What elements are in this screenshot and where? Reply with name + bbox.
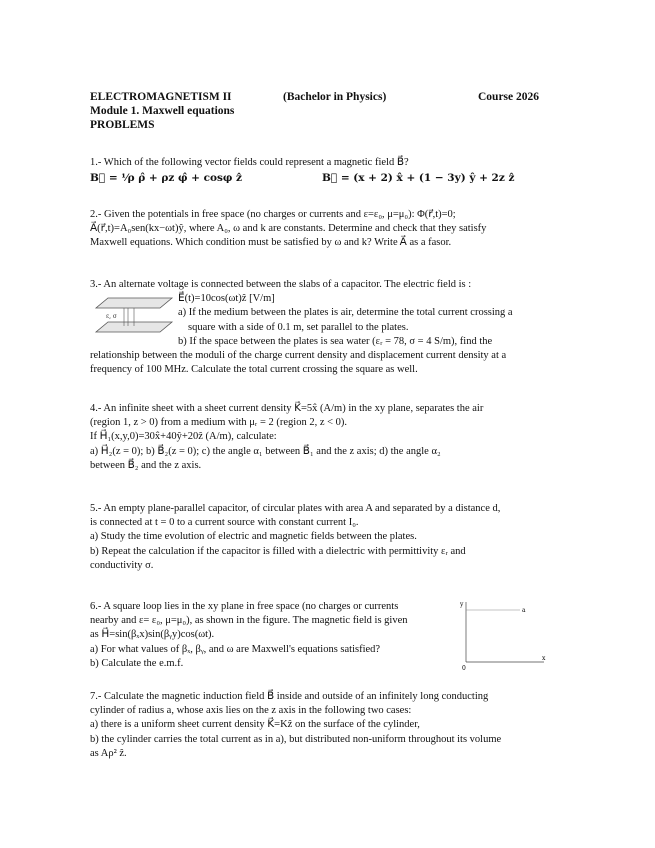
section-title: PROBLEMS	[90, 119, 155, 131]
problem-line: (region 1, z > 0) from a medium with μᵣ = 2 (region 2, z < 0).	[90, 417, 348, 429]
problem-line: 6.- A square loop lies in the xy plane in free space (no charges or currents	[90, 601, 399, 612]
problem-line: cylinder of radius a, whose axis lies on the z axis in the following two cases:	[90, 705, 412, 717]
problem-line: Maxwell equations. Which condition must be satisfied by ω and k? Write A⃗ as a fasor.	[90, 237, 452, 249]
capacitor-top-plate	[96, 298, 172, 308]
problem-line: a) H⃗₂(z = 0); b) B⃗₂(z = 0); c) the angle α₁ between B⃗₁ and the z axis; d) the angle α₂	[90, 445, 441, 457]
course-title: ELECTROMAGNETISM II	[90, 91, 232, 103]
problem-line: b) Calculate the e.m.f.	[90, 657, 184, 669]
problem-line: 5.- An empty plane-parallel capacitor, of circular plates with area A and separated by a distance d,	[90, 503, 501, 514]
y-axis-label: y	[460, 601, 464, 608]
problem-line: as H⃗=sin(βₓx)sin(βᵧy)cos(ωt).	[90, 629, 215, 641]
capacitor-medium-label: ε, σ	[106, 313, 118, 320]
problem-line: a) For what values of βₓ, βᵧ, and ω are Maxwell's equations satisfied?	[90, 643, 381, 655]
problem-line: frequency of 100 MHz. Calculate the total current crossing the square as well.	[90, 364, 418, 376]
problem-5	[90, 502, 565, 573]
problem-line: A⃗(r⃗,t)=A₀sen(kx−ωt)ŷ, where A₀, ω and k are constants. Determine and check that they satisfy	[90, 223, 487, 235]
problem-line: a) Study the time evolution of electric and magnetic fields between the plates.	[90, 531, 417, 543]
problem-2	[90, 208, 565, 251]
capacitor-figure	[94, 296, 174, 336]
square-loop-figure	[458, 598, 548, 672]
course-year: Course 2026	[478, 91, 540, 103]
degree-label: (Bachelor in Physics)	[283, 91, 387, 103]
problem-line: 7.- Calculate the magnetic induction field B⃗ inside and outside of an infinitely long conducting	[90, 691, 489, 702]
problem-line: as Aρ² ẑ.	[90, 747, 127, 759]
problem-1	[90, 156, 565, 170]
problem-line: 1.- Which of the following vector fields could represent a magnetic field B⃗?	[90, 157, 409, 168]
problem-line: conductivity σ.	[90, 559, 154, 571]
module-title: Module 1. Maxwell equations	[90, 105, 235, 117]
problem-line: nearby and ε= ε₀, μ=μ₀), as shown in the figure. The magnetic field is given	[90, 615, 408, 627]
problem-line: b) the cylinder carries the total current as in a), but distributed non-uniform throughout its volume	[90, 733, 502, 745]
problem-line: a) If the medium between the plates is air, determine the total current crossing a	[178, 307, 513, 319]
x-axis-label: x	[542, 655, 546, 662]
problem-line: is connected at t = 0 to a current source with constant current I₀.	[90, 517, 359, 529]
problem-line: b) Repeat the calculation if the capacitor is filled with a dielectric with permittivity εᵣ and	[90, 545, 466, 557]
side-label: a	[522, 607, 526, 614]
problem-line: between B⃗₂ and the z axis.	[90, 459, 202, 471]
problem-line: square with a side of 0.1 m, set parallel to the plates.	[188, 321, 409, 333]
problem-1-field-a: B⃗ = ¹⁄ρ ρ̂ + ρz φ̂ + cosφ ẑ	[90, 172, 243, 184]
problem-4	[90, 402, 565, 473]
problem-line: b) If the space between the plates is sea water (εᵣ = 78, σ = 4 S/m), find the	[178, 335, 493, 347]
problem-line: a) there is a uniform sheet current density K⃗=Kẑ on the surface of the cylinder,	[90, 719, 420, 731]
problem-line: relationship between the moduli of the charge current density and displacement current density at a	[90, 350, 507, 362]
problem-7	[90, 690, 565, 761]
origin-label: 0	[462, 665, 466, 672]
problem-1-field-b: B⃗ = (x + 2) x̂ + (1 − 3y) ŷ + 2z ẑ	[322, 172, 515, 184]
problem-line: E⃗(t)=10cos(ωt)ẑ [V/m]	[178, 293, 275, 305]
problem-line: 4.- An infinite sheet with a sheet current density K⃗=5x̂ (A/m) in the xy plane, separates the air	[90, 403, 484, 414]
problem-line: If H⃗₁(x,y,0)=30x̂+40ŷ+20ẑ (A/m), calculate:	[90, 431, 277, 443]
problem-6	[90, 600, 460, 671]
problem-line: 2.- Given the potentials in free space (no charges or currents and ε=ε₀, μ=μ₀): Φ(r⃗,t)=0;	[90, 209, 456, 220]
problem-line: 3.- An alternate voltage is connected between the slabs of a capacitor. The electric field is :	[90, 279, 472, 290]
